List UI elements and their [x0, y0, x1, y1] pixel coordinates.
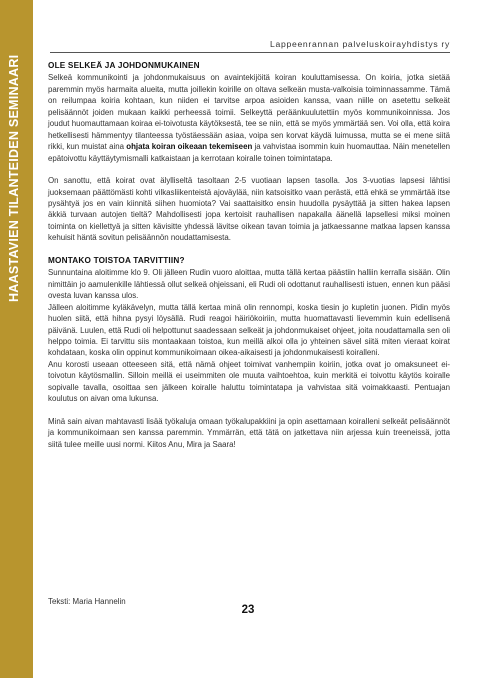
section-heading-clear: OLE SELKEÄ JA JOHDONMUKAINEN — [48, 61, 200, 70]
paragraph: Anu korosti useaan otteeseen sitä, että nämä ohjeet toimivat vanhempiin koiriin, jotka ovat jo omaksuneet ei-toivotun käytösmallin. Silloin meillä ei useimmiten ole muuta vaihtoehtoa, kuin merkitä ei toivottu käytös koiralle sopivalle tavalla, osoittaa sen jälkeen koiralle haluttu toimintatapa ja vahvistaa sitä voimakkaasti. Pentuajan koulutus on aivan oma lukunsa. — [48, 359, 450, 404]
side-title: HAASTAVIEN TILANTEIDEN SEMINAARI — [7, 54, 21, 302]
paragraph: Sunnuntaina aloitimme klo 9. Oli jälleen Rudin vuoro aloittaa, mutta tällä kertaa päästiin halliin kerralla sisään. Olin nimittäin jo aamulenkille lähtiessä ollut selkeä ohjeissani, eli Rudi oli odottanut rauhallisesti istuen, ennen kun pääsi ovesta luvan kanssa ulos. — [48, 268, 450, 301]
paragraph-text: ja vahvistaa isommin kuin huomauttaa. Näin menetellen epätoivottu käyttäytymismalli katkaistaan ja kerrotaan koiralle toinen toimintatapa. — [48, 142, 450, 163]
page-number: 23 — [241, 604, 255, 616]
side-band — [0, 0, 33, 678]
article-body — [48, 60, 450, 450]
paragraph: Minä sain aivan mahtavasti lisää työkaluja omaan työkalupakkiini ja opin asettamaan koiralleni selkeät pelisäännöt ja kommunikoimaan sen kanssa paremmin. Ymmärrän, että tätä on jatkettava niin arjessa kuin treeneissä, jotta siitä tulee meille uusi normi. Kiitos Anu, Mira ja Saara! — [48, 416, 450, 449]
paragraph-text: Selkeä kommunikointi ja johdonmukaisuus on avaintekijöitä koiran kouluttamisessa. On koiria, jotka sietää paremmin myös harmaita alueita, mutta joillekin koirille on oltava selkeän musta-valkoisia toiminnassamme. Tämä on reilumpaa koiria kohtaan, kun niiden ei tarvitse arpoa asioiden kanssa, vaan niille on asetettu selkeät pelisäännöt joiden mukaan kaikki perheessä toimii. Selkeyttä peräänkuulutettiin myös kommunikoinnissa. Jos joudut huomauttamaan koiraa ei-toivotusta käytöksestä, tee se niin, että se myös ymmärtää sen. Voi olla, että koira hetkellisesti hämmentyy tilanteessa työstäessään asiaa, voipa sen korvat käydä luimussa, mutta se ei mene siitä rikki, kun muistat aina — [48, 73, 450, 152]
header-org: Lappeenrannan palveluskoirayhdistys ry — [270, 39, 450, 49]
paragraph: Jälleen aloitimme kyläkävelyn, mutta tällä kertaa minä olin rennompi, koska tiesin jo kupletin juonen. Pidin myös huolen siitä, että hihna pysyi löysällä. Rudi reagoi häiriökoiriin, mutta huomattavasti lievemmin kuin edellisenä päivänä. Luulen, että Rudi oli helpottunut saadessaan selkeät ja johdonmukaiset ohjeet, joita noudattamalla sen oli helppo toimia. Ei tarvittu siis montaakaan toistoa, kun meillä alkoi olla jo yhteinen sävel siitä miten vieraat koirat kohdataan, koska olin oppinut kommunikoimaan oikea-aikaisesti ja johdonmukaisesti koiralleni. — [48, 302, 450, 358]
paragraph: On sanottu, että koirat ovat älylliseltä tasoltaan 2-5 vuotiaan lapsen tasolla. Jos 3-vuotias lapsesi lähtisi juoksemaan päättömästi kohti vilkasliikenteistä ajoväylää, niin katsoisitko vaan perästä, että ehkä se ymmärtää itse pysähtyä jos en vain kiinnitä siihen huomiota? Vai saattaisitko ensin huudolla pysäyttää ja sitten hakea lapsen äkkiä turvaan autojen tieltä? Mahdollisesti jopa kertoisit rauhallisen napakalla äänellä lapsellesi miksi moinen toiminta on kiellettyä ja sitten kävisitte yhdessä lävitse oikean tavan toimia ja jatkaessanne matkaa lapsen kanssa kehuisit häntä sovitun pelisäännön noudattamisesta. — [48, 176, 450, 243]
section-heading-repetitions: MONTAKO TOISTOA TARVITTIIN? — [48, 255, 185, 265]
header-divider — [50, 52, 450, 53]
author-credit: Teksti: Maria Hannelin — [48, 597, 126, 606]
emphasis-text: ohjata koiran oikeaan tekemiseen — [126, 142, 253, 152]
paragraph — [48, 72, 450, 164]
